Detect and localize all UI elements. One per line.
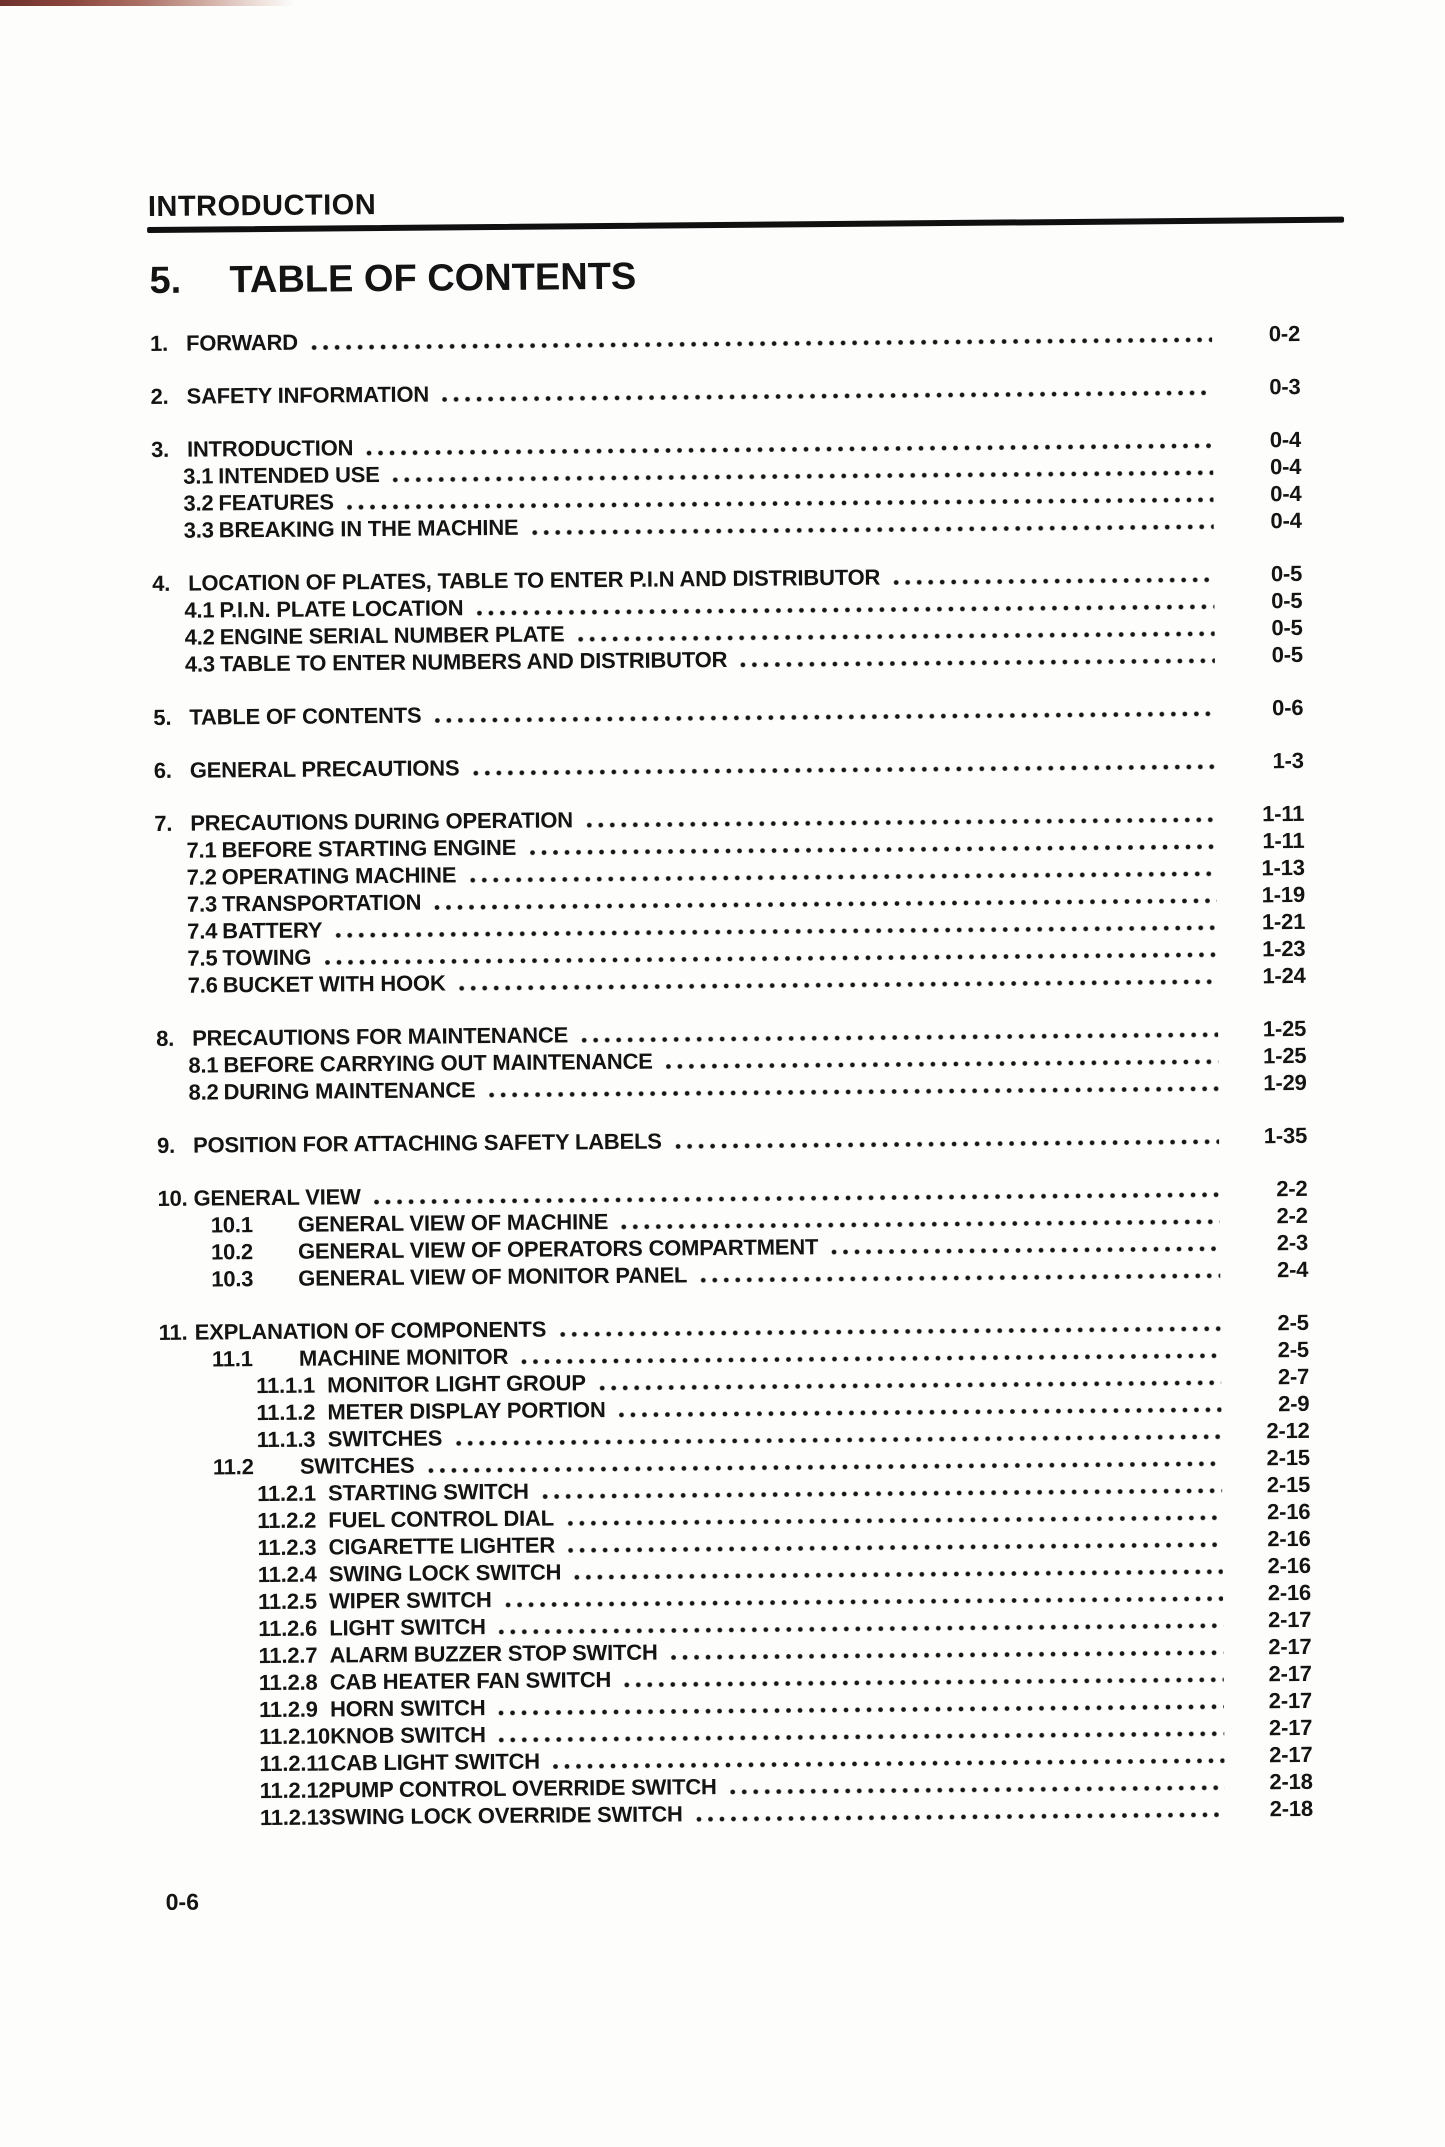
toc-entry-label: POSITION FOR ATTACHING SAFETY LABELS [192, 1128, 662, 1158]
toc-entry-number: 7.1 [186, 837, 217, 863]
toc-entry-number: 5. [153, 704, 172, 730]
toc-entry-number: 11.2.1 [257, 1480, 316, 1507]
toc-dot-leader [696, 1812, 1225, 1823]
toc-entry-page: 2-16 [1267, 1525, 1311, 1552]
toc-entry [154, 747, 1304, 784]
toc-entry-number: 7.6 [187, 972, 218, 998]
toc-entry-label: LOCATION OF PLATES, TABLE TO ENTER P.I.N AND DISTRIBUTOR [188, 564, 881, 596]
toc-dot-leader [531, 524, 1213, 536]
toc-dot-leader [455, 1434, 1222, 1447]
toc-dot-leader [574, 1569, 1223, 1581]
table-of-contents [150, 320, 1313, 1832]
toc-entry-number: 7.3 [186, 891, 218, 917]
toc-entry-label: SWITCHES [299, 1452, 415, 1479]
toc-entry-number: 11.2.9 [258, 1696, 318, 1723]
toc-dot-leader [472, 764, 1215, 776]
toc-entry-page: 2-17 [1267, 1606, 1312, 1633]
toc-entry-number: 10.1 [210, 1212, 253, 1238]
toc-dot-leader [831, 1246, 1220, 1255]
toc-entry-number: 11.2.13 [259, 1804, 331, 1831]
toc-entry-page: 2-2 [1276, 1175, 1308, 1202]
toc-entry-number: 10.2 [210, 1239, 254, 1265]
toc-entry-label: BEFORE CARRYING OUT MAINTENANCE [223, 1048, 653, 1078]
toc-entry-page: 1-21 [1261, 908, 1306, 935]
toc-entry-label: GENERAL VIEW OF MONITOR PANEL [298, 1262, 688, 1291]
toc-entry-label: EXPLANATION OF COMPONENTS [194, 1316, 547, 1345]
toc-dot-leader [469, 871, 1216, 884]
toc-entry-label: PRECAUTIONS DURING OPERATION [190, 807, 574, 836]
toc-entry-number: 6. [153, 757, 172, 783]
toc-dot-leader [666, 1059, 1219, 1070]
toc-entry-page: 2-12 [1266, 1417, 1310, 1444]
toc-entry-page: 2-18 [1269, 1795, 1314, 1822]
toc-dot-leader [621, 1219, 1220, 1230]
toc-entry-page: 2-16 [1267, 1579, 1312, 1606]
toc-entry-page: 2-18 [1269, 1768, 1313, 1795]
toc-entry-label: FEATURES [218, 489, 334, 516]
toc-entry-number: 4.3 [184, 651, 215, 677]
toc-entry-number: 2. [150, 383, 169, 409]
toc-dot-leader [488, 1086, 1218, 1098]
toc-entry-page: 1-13 [1261, 854, 1305, 881]
toc-entry-page: 1-11 [1262, 800, 1305, 827]
toc-entry-label: GENERAL VIEW [193, 1184, 361, 1211]
toc-entry-number: 11.2.12 [259, 1777, 331, 1804]
toc-entry-page: 0-4 [1269, 453, 1302, 480]
toc-entry-number: 9. [156, 1132, 176, 1158]
toc-dot-leader [671, 1650, 1224, 1661]
toc-dot-leader [559, 1326, 1221, 1338]
toc-dot-leader [893, 577, 1214, 586]
toc-dot-leader [459, 979, 1218, 992]
toc-dot-leader [542, 1488, 1222, 1500]
toc-dot-leader [619, 1407, 1222, 1418]
toc-entry [157, 1122, 1307, 1159]
toc-entry [150, 373, 1300, 410]
toc-entry-number: 11.2.3 [257, 1534, 317, 1561]
toc-dot-leader [581, 1032, 1218, 1044]
toc-entry-number: 11.2.11 [259, 1750, 330, 1777]
toc-entry-number: 11. [158, 1319, 188, 1345]
toc-entry-number: 11.2.2 [257, 1507, 317, 1534]
toc-entry-label: ENGINE SERIAL NUMBER PLATE [219, 621, 565, 650]
toc-dot-leader [624, 1677, 1224, 1688]
toc-entry-number: 11.2.8 [258, 1669, 318, 1696]
toc-entry-label: MACHINE MONITOR [298, 1343, 509, 1371]
toc-entry-label: BREAKING IN THE MACHINE [218, 514, 519, 543]
toc-entry-label: TOWING [222, 944, 312, 971]
toc-entry-label: FUEL CONTROL DIAL [328, 1505, 555, 1533]
toc-entry-number: 4. [152, 570, 171, 596]
toc-entry-label: TRANSPORTATION [221, 889, 422, 917]
toc-entry-number: 11.1.2 [256, 1399, 316, 1426]
toc-entry-page: 2-17 [1268, 1687, 1313, 1714]
toc-entry-page: 0-3 [1269, 373, 1301, 400]
toc-entry-number: 7.4 [187, 918, 218, 944]
toc-entry-label: CIGARETTE LIGHTER [328, 1532, 556, 1560]
toc-entry-label: INTENDED USE [218, 462, 380, 489]
toc-entry-label: ALARM BUZZER STOP SWITCH [329, 1639, 658, 1668]
toc-entry-number: 3. [150, 436, 170, 462]
toc-dot-leader [499, 1731, 1225, 1743]
toc-entry-label: DURING MAINTENANCE [223, 1077, 476, 1105]
toc-entry-number: 3.3 [183, 517, 214, 543]
toc-entry-number: 11.1 [211, 1346, 253, 1372]
toc-entry-page: 2-7 [1277, 1363, 1310, 1390]
toc-entry-page: 2-16 [1266, 1498, 1311, 1525]
toc-entry-number: 10. [157, 1185, 188, 1211]
toc-entry-label: P.I.N. PLATE LOCATION [219, 595, 464, 623]
toc-dot-leader [434, 711, 1215, 724]
toc-entry-label: SAFETY INFORMATION [186, 381, 430, 409]
toc-entry-label: GENERAL VIEW OF OPERATORS COMPARTMENT [297, 1234, 819, 1264]
toc-entry-number: 8. [156, 1025, 175, 1051]
toc-entry-page: 0-4 [1270, 480, 1302, 507]
toc-entry-page: 2-4 [1276, 1256, 1309, 1283]
toc-entry-number: 3.2 [183, 490, 214, 516]
toc-entry-page: 0-4 [1269, 426, 1302, 453]
toc-dot-leader [476, 604, 1214, 616]
toc-entry-page: 2-5 [1277, 1309, 1309, 1336]
toc-dot-leader [577, 631, 1214, 643]
toc-entry-number: 11.2.4 [257, 1561, 317, 1588]
toc-entry-number: 11.1.3 [256, 1426, 316, 1453]
toc-entry-page: 0-5 [1271, 614, 1303, 641]
toc-entry-label: WIPER SWITCH [328, 1587, 492, 1614]
toc-entry-page: 0-4 [1270, 507, 1302, 534]
toc-entry-page: 0-2 [1268, 320, 1301, 347]
toc-entry-page: 1-25 [1262, 1042, 1307, 1069]
toc-entry-number: 10.3 [211, 1266, 254, 1292]
toc-entry-label: BUCKET WITH HOOK [222, 970, 446, 998]
toc-entry-page: 1-25 [1262, 1015, 1307, 1042]
toc-dot-leader [730, 1785, 1225, 1795]
toc-entry-label: OPERATING MACHINE [221, 862, 457, 890]
toc-entry-page: 1-3 [1272, 747, 1304, 774]
toc-entry-page: 1-23 [1262, 935, 1306, 962]
toc-entry-label: METER DISPLAY PORTION [327, 1397, 606, 1425]
toc-dot-leader [434, 898, 1217, 911]
toc-entry-number: 3.1 [183, 463, 214, 489]
toc-entry-number: 7.2 [186, 864, 217, 890]
toc-entry-page: 2-5 [1277, 1336, 1310, 1363]
toc-entry-page: 0-5 [1270, 560, 1303, 587]
toc-entry-number: 8.2 [188, 1079, 219, 1105]
toc-entry-page: 2-15 [1266, 1444, 1310, 1471]
toc-dot-leader [442, 390, 1213, 403]
footer-page-number: 0-6 [165, 1888, 200, 1915]
toc-dot-leader [700, 1273, 1220, 1284]
toc-entry-page: 2-17 [1268, 1714, 1313, 1741]
toc-entry-label: CAB LIGHT SWITCH [330, 1748, 541, 1776]
toc-entry-label: GENERAL PRECAUTIONS [189, 755, 460, 783]
toc-entry-label: KNOB SWITCH [330, 1722, 486, 1749]
toc-entry-number: 11.2 [212, 1454, 254, 1480]
toc-dot-leader [740, 658, 1215, 668]
toc-entry-page: 2-9 [1278, 1390, 1310, 1417]
toc-entry-number: 4.2 [184, 624, 215, 650]
toc-entry-label: SWITCHES [327, 1425, 443, 1452]
toc-entry-page: 0-5 [1271, 641, 1303, 668]
toc-dot-leader [568, 1542, 1223, 1554]
toc-entry-label: TABLE TO ENTER NUMBERS AND DISTRIBUTOR [219, 646, 728, 677]
toc-entry-label: PUMP CONTROL OVERRIDE SWITCH [330, 1774, 717, 1803]
page-title-text: TABLE OF CONTENTS [229, 255, 637, 302]
toc-dot-leader [529, 844, 1216, 856]
toc-entry [153, 694, 1303, 731]
page-title [149, 252, 1299, 303]
toc-entry-label: BATTERY [222, 917, 323, 944]
toc-dot-leader [521, 1353, 1221, 1365]
toc-entry-number: 11.2.10 [259, 1723, 331, 1750]
toc-entry-page: 1-11 [1262, 827, 1305, 854]
toc-entry-number: 11.2.7 [258, 1642, 318, 1669]
toc-entry-page: 2-2 [1276, 1202, 1308, 1229]
toc-entry-label: CAB HEATER FAN SWITCH [329, 1667, 612, 1695]
toc-entry-number: 11.2.5 [257, 1588, 317, 1615]
toc-entry-page: 1-35 [1263, 1122, 1308, 1149]
toc-dot-leader [567, 1515, 1222, 1527]
toc-dot-leader [499, 1623, 1224, 1635]
toc-dot-leader [586, 817, 1216, 829]
toc-dot-leader [675, 1139, 1219, 1150]
toc-entry-number: 7. [154, 810, 173, 836]
toc-entry-page: 2-17 [1268, 1660, 1312, 1687]
page-title-number: 5. [149, 259, 182, 303]
toc-entry-label: FORWARD [185, 329, 299, 356]
toc-entry-label: SWING LOCK SWITCH [328, 1559, 562, 1587]
toc-entry [150, 320, 1300, 357]
toc-entry-number: 4.1 [184, 597, 215, 623]
toc-entry-page: 0-6 [1271, 694, 1304, 721]
toc-entry-page: 2-15 [1266, 1471, 1311, 1498]
toc-entry-page: 2-3 [1276, 1229, 1309, 1256]
toc-entry-label: TABLE OF CONTENTS [189, 702, 422, 730]
toc-entry-page: 2-17 [1269, 1741, 1313, 1768]
toc-entry-page: 1-24 [1262, 962, 1306, 989]
toc-entry-number: 11.1.1 [256, 1372, 316, 1399]
toc-entry-label: MONITOR LIGHT GROUP [327, 1370, 586, 1398]
toc-entry-page: 1-29 [1263, 1069, 1307, 1096]
toc-entry-page: 1-19 [1261, 881, 1306, 908]
toc-entry-label: LIGHT SWITCH [329, 1614, 486, 1641]
toc-entry-number: 7.5 [187, 945, 218, 971]
toc-entry-label: HORN SWITCH [329, 1695, 486, 1722]
toc-entry-page: 0-5 [1271, 587, 1303, 614]
toc-entry-page: 2-16 [1267, 1552, 1311, 1579]
toc-dot-leader [599, 1380, 1221, 1391]
toc-entry-label: STARTING SWITCH [328, 1478, 529, 1506]
toc-dot-leader [427, 1461, 1222, 1474]
toc-entry-page: 2-17 [1268, 1633, 1312, 1660]
toc-entry-label: PRECAUTIONS FOR MAINTENANCE [192, 1022, 569, 1051]
toc-dot-leader [553, 1758, 1225, 1770]
toc-entry-number: 8.1 [188, 1052, 219, 1078]
toc-entry-number: 11.2.6 [258, 1615, 318, 1642]
toc-dot-leader [311, 337, 1212, 351]
toc-entry-label: BEFORE STARTING ENGINE [221, 834, 517, 863]
toc-entry-number: 1. [149, 330, 169, 356]
running-header: INTRODUCTION [147, 189, 377, 224]
toc-entry-label: INTRODUCTION [186, 435, 354, 462]
toc-dot-leader [498, 1704, 1224, 1716]
toc-entry-label: GENERAL VIEW OF MACHINE [297, 1209, 609, 1237]
toc-dot-leader [505, 1596, 1223, 1608]
toc-entry-label: SWING LOCK OVERRIDE SWITCH [330, 1801, 683, 1830]
